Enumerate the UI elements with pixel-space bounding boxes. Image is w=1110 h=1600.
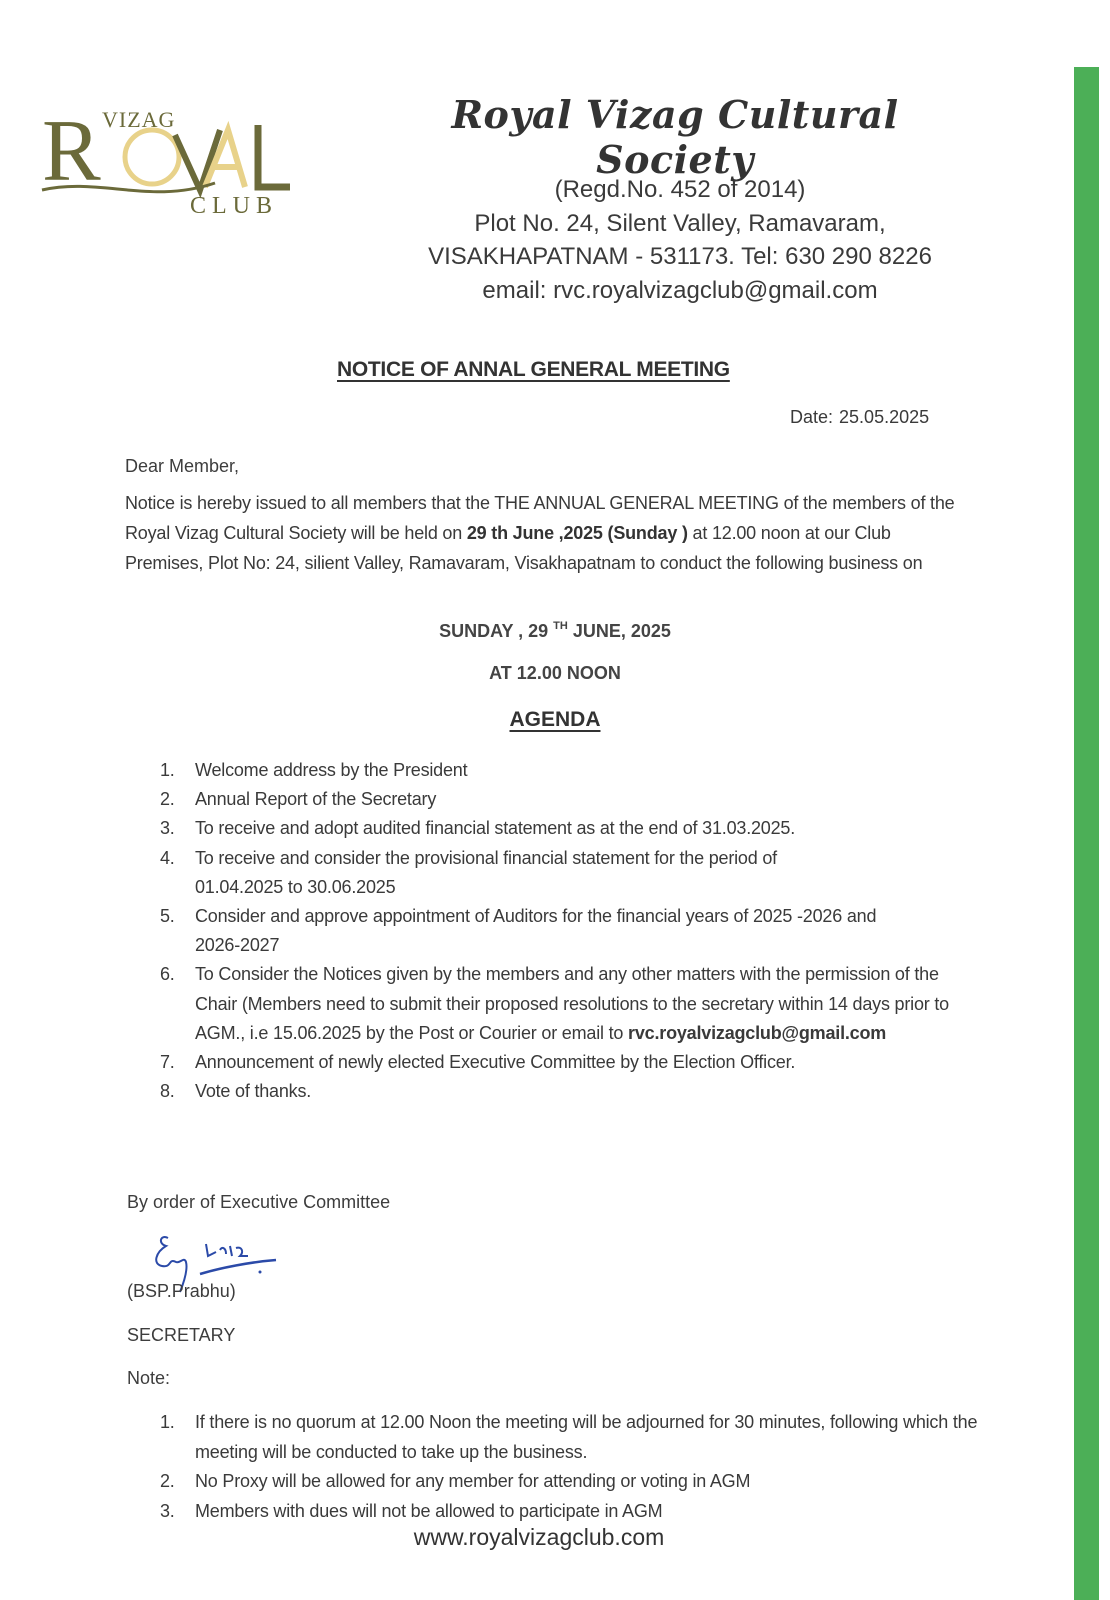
agenda-item — [160, 785, 980, 814]
item-number: 2. — [160, 1471, 175, 1491]
agenda-list — [160, 756, 980, 1106]
royal-club-logo — [40, 95, 300, 220]
paragraph-text-2: at 12.00 noon at our Club Premises, Plot No: 24, silient Valley, Ramavaram, Visakhapatnam to conduct the following business on — [125, 523, 923, 573]
item-text: No Proxy will be allowed for any member for attending or voting in AGM — [195, 1471, 751, 1491]
notice-date — [790, 407, 929, 428]
agenda-item — [160, 814, 980, 843]
item-text: To receive and adopt audited financial statement as at the end of 31.03.2025. — [195, 818, 796, 839]
note-label: Note: — [127, 1368, 171, 1388]
note-item — [160, 1467, 980, 1497]
item-number: 1. — [160, 1412, 175, 1432]
item-text: To receive and consider the provisional financial statement for the period of 01.04.2025 to 30.06.2025 — [195, 847, 777, 897]
note-item — [160, 1497, 980, 1527]
agenda-item — [160, 1077, 980, 1106]
agenda-item — [160, 960, 980, 1048]
item-text: Welcome address by the President — [195, 760, 468, 780]
note-list — [160, 1408, 980, 1526]
organization-name: Royal Vizag Cultural Society — [451, 92, 899, 182]
item-number: 4. — [160, 847, 175, 868]
notice-paragraph — [125, 488, 965, 578]
date-value: 25.05.2025 — [839, 407, 930, 427]
notice-title: NOTICE OF ANNAL GENERAL MEETING — [337, 358, 730, 381]
item-number: 6. — [160, 964, 175, 985]
signer-name: (BSP.Prabhu) — [127, 1281, 236, 1301]
month-year-text: JUNE, 2025 — [567, 621, 671, 641]
item-number: 8. — [160, 1081, 175, 1102]
logo-vizag-text: VIZAG — [102, 107, 176, 132]
item-text: Vote of thanks. — [195, 1081, 312, 1102]
logo-club-text: CLUB — [190, 193, 279, 219]
paragraph-text-1: Notice is hereby issued to all members that the THE ANNUAL GENERAL MEETING of the members of the Royal Vizag Cultural Society will be held on — [125, 493, 955, 543]
footer-website[interactable]: www.royalvizagclub.com — [413, 1524, 665, 1550]
logo-o-ring — [125, 130, 179, 184]
submission-email: rvc.royalvizagclub@gmail.com — [628, 1022, 887, 1043]
registration-number: (Regd.No. 452 of 2014) — [554, 176, 806, 203]
item-text: Announcement of newly elected Executive Committee by the Election Officer. — [195, 1052, 796, 1073]
item-number: 7. — [160, 1052, 175, 1073]
meeting-day-line — [0, 620, 1110, 642]
address-line-2: VISAKHAPATNAM - 531173. Tel: 630 290 8226 — [428, 243, 932, 270]
item-text: Consider and approve appointment of Auditors for the financial years of 2025 -2026 and 2026-2027 — [195, 906, 877, 956]
email-line: email: rvc.royalvizagclub@gmail.com — [482, 277, 878, 304]
meeting-date-bold: 29 th June ,2025 (Sunday ) — [466, 523, 688, 543]
meeting-time-line: AT 12.00 NOON — [489, 663, 621, 683]
item-number: 1. — [160, 760, 175, 780]
item-text: If there is no quorum at 12.00 Noon the meeting will be adjourned for 30 minutes, following which the meeting will be conducted to take up the business. — [195, 1412, 978, 1462]
item-number: 2. — [160, 789, 175, 810]
salutation: Dear Member, — [125, 456, 240, 476]
agenda-title: AGENDA — [509, 708, 601, 731]
item-number: 3. — [160, 1500, 175, 1521]
item-number: 3. — [160, 818, 175, 839]
day-text: SUNDAY , 29 — [439, 621, 554, 641]
ordinal-suffix: TH — [553, 620, 568, 632]
agenda-item — [160, 844, 980, 902]
green-margin-bar — [1074, 67, 1099, 1600]
item-number: 5. — [160, 906, 175, 927]
agenda-item — [160, 756, 980, 785]
item-text: Members with dues will not be allowed to participate in AGM — [195, 1500, 663, 1521]
logo-letter-r: R — [42, 103, 101, 200]
address-line-1: Plot No. 24, Silent Valley, Ramavaram, — [474, 210, 886, 237]
signer-designation: SECRETARY — [127, 1325, 236, 1345]
date-label: Date: — [790, 407, 834, 427]
logo-letter-l — [258, 125, 290, 187]
item-text: Annual Report of the Secretary — [195, 789, 437, 810]
note-item — [160, 1408, 980, 1467]
agenda-item — [160, 1048, 980, 1077]
by-order-line: By order of Executive Committee — [127, 1192, 391, 1212]
agenda-item — [160, 902, 980, 960]
item-text: To Consider the Notices given by the members and any other matters with the permission of the Chair (Members need to submit their proposed resolutions to the secretary within 14 days prior to AGM., i.e 15.06.2025 by the Post or Courier or email to — [195, 964, 949, 1043]
